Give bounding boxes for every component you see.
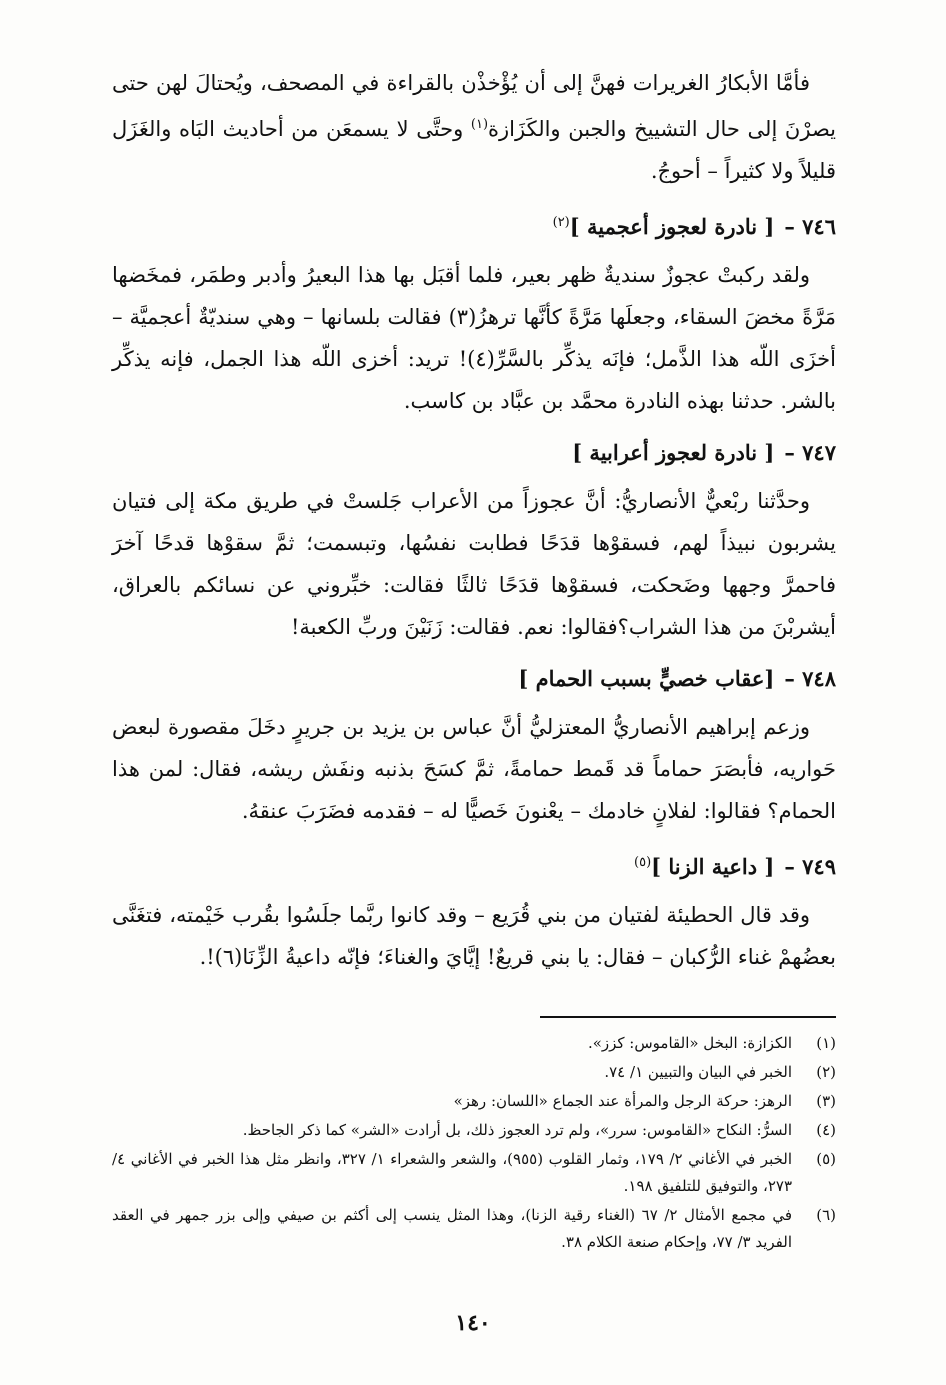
footnote-item: (٥) الخبر في الأغاني ٢/ ١٧٩، وثمار القلوب (٩٥٥)، والشعر والشعراء ١/ ٣٢٧، وانظر مثل هذا الخبر في الأغاني ٤/ ٢٧٣، والتوفيق للتلفيق ١٩٨. bbox=[112, 1150, 836, 1195]
page-number: ١٤٠ bbox=[455, 1310, 491, 1336]
section-heading-749: ٧٤٩ –[ داعية الزنا ]$^{(٥)}$ bbox=[634, 854, 836, 879]
intro-paragraph: فأمَّا الأبكارُ الغريرات فهنَّ إلى أن يُؤْخذْن بالقراءة في المصحف، ويُحتالَ لهن حتى يصرْنَ إلى حال التشييخ والجبن والكَزَازة$^{(١)}$ وحتَّى لا يسمعَن من أحاديث البَاه والغَزَل قليلاً ولا كثيراً – أحوجُ. bbox=[112, 71, 836, 183]
section-heading-748: ٧٤٨ –[عقاب خصيٍّ بسبب الحمام ] bbox=[518, 666, 836, 691]
footnote-item: (٦) في مجمع الأمثال ٢/ ٦٧ (الغناء رقية الزنا)، وهذا المثل ينسب إلى أكثم بن صيفي وإلى بزر جمهر في العقد الفريد ٣/ ٧٧، وإحكام صنعة الكلام ٣٨. bbox=[112, 1206, 836, 1251]
section-text-747: وحدَّثنا ربْعيٌّ الأنصاريُّ: أنَّ عجوزاً من الأعراب جَلستْ في طريق مكة إلى فتيان يشربون نبيذاً لهم، فسقوْها قدَحًا فطابت نفسُها، وتبسمت؛ ثمَّ سقوْها قدحًا آخرَ فاحمرَّ وجهها وضَحكت، فسقوْها قدَحًا ثالثًا فقالت: خبِّروني عن نسائكم بالعراق، أيشربْنَ من هذا الشراب؟فقالوا: نعم. فقالت: زَنَيْنَ وربِّ الكعبة! bbox=[112, 489, 836, 639]
section-text-748: وزعم إبراهيم الأنصاريُّ المعتزليُّ أنَّ عباس بن يزيد بن جريرٍ دخَلَ مقصورة لبعض حَواريه، فأبصَرَ حماماً قد قَمط حمامةً، ثمَّ كسَحَ بذنبه ونفَش ريشه، فقال: لمن هذا الحمام؟ فقالوا: لفلانٍ خادمك – يعْنونَ خَصيًّا له – فقدمه فضَرَبَ عنقهُ. bbox=[112, 715, 836, 823]
footnote-item: (١) الكزازة: البخل «القاموس: كزز». bbox=[587, 1034, 836, 1052]
footnote-item: (٤) السرُّ: النكاح «القاموس: سرر»، ولم ترد العجوز ذلك، بل أرادت «الشر» كما ذكر الجاحظ. bbox=[242, 1121, 836, 1139]
footnote-item: (٣) الرهز: حركة الرجل والمرأة عند الجماع «اللسان: رهز» bbox=[453, 1092, 836, 1110]
section-heading-746: ٧٤٦ –[ نادرة لعجوز أعجمية ]$^{(٢)}$ bbox=[552, 214, 836, 239]
footnote-separator bbox=[540, 1016, 836, 1018]
footnote-ref: (١) bbox=[470, 117, 489, 132]
footnote-item: (٢) الخبر في البيان والتبيين ١/ ٧٤. bbox=[604, 1063, 836, 1081]
section-text-749: وقد قال الحطيئة لفتيان من بني قُرَيع – وقد كانوا ربَّما جلَسُوا بقُرب خَيْمته، فتغَنَّى بعضُهمْ غناء الرُّكبان – فقال: يا بني قريعٌ! إيَّايَ والغناءَ؛ فإنّه داعيةُ الزِّنَا(٦)!. bbox=[112, 903, 836, 969]
section-heading-747: ٧٤٧ –[ نادرة لعجوز أعرابية ] bbox=[572, 440, 836, 465]
footnotes bbox=[112, 1030, 836, 1256]
section-text-746: ولقد ركبتْ عجوزٌ سنديةٌ ظهر بعير، فلما أقبَل بها هذا البعيرُ وأدبر وطمَر، فمخَضها مَرَّةً مخضَ السقاء، وجعلَها مَرَّةً كأنَّها ترهزُ(٣) فقالت بلسانها – وهي سنديّةٌ أعجميَّة – أخزَى اللّه هذا الذَّمل؛ فإنَه يذكِّر بالسَّرِّ(٤)! تريد: أخزى اللّه هذا الجمل، فإنه يذكِّر بالشر. حدثنا بهذه النادرة محمَّد بن عبَّاد بن كاسب. bbox=[112, 263, 836, 413]
